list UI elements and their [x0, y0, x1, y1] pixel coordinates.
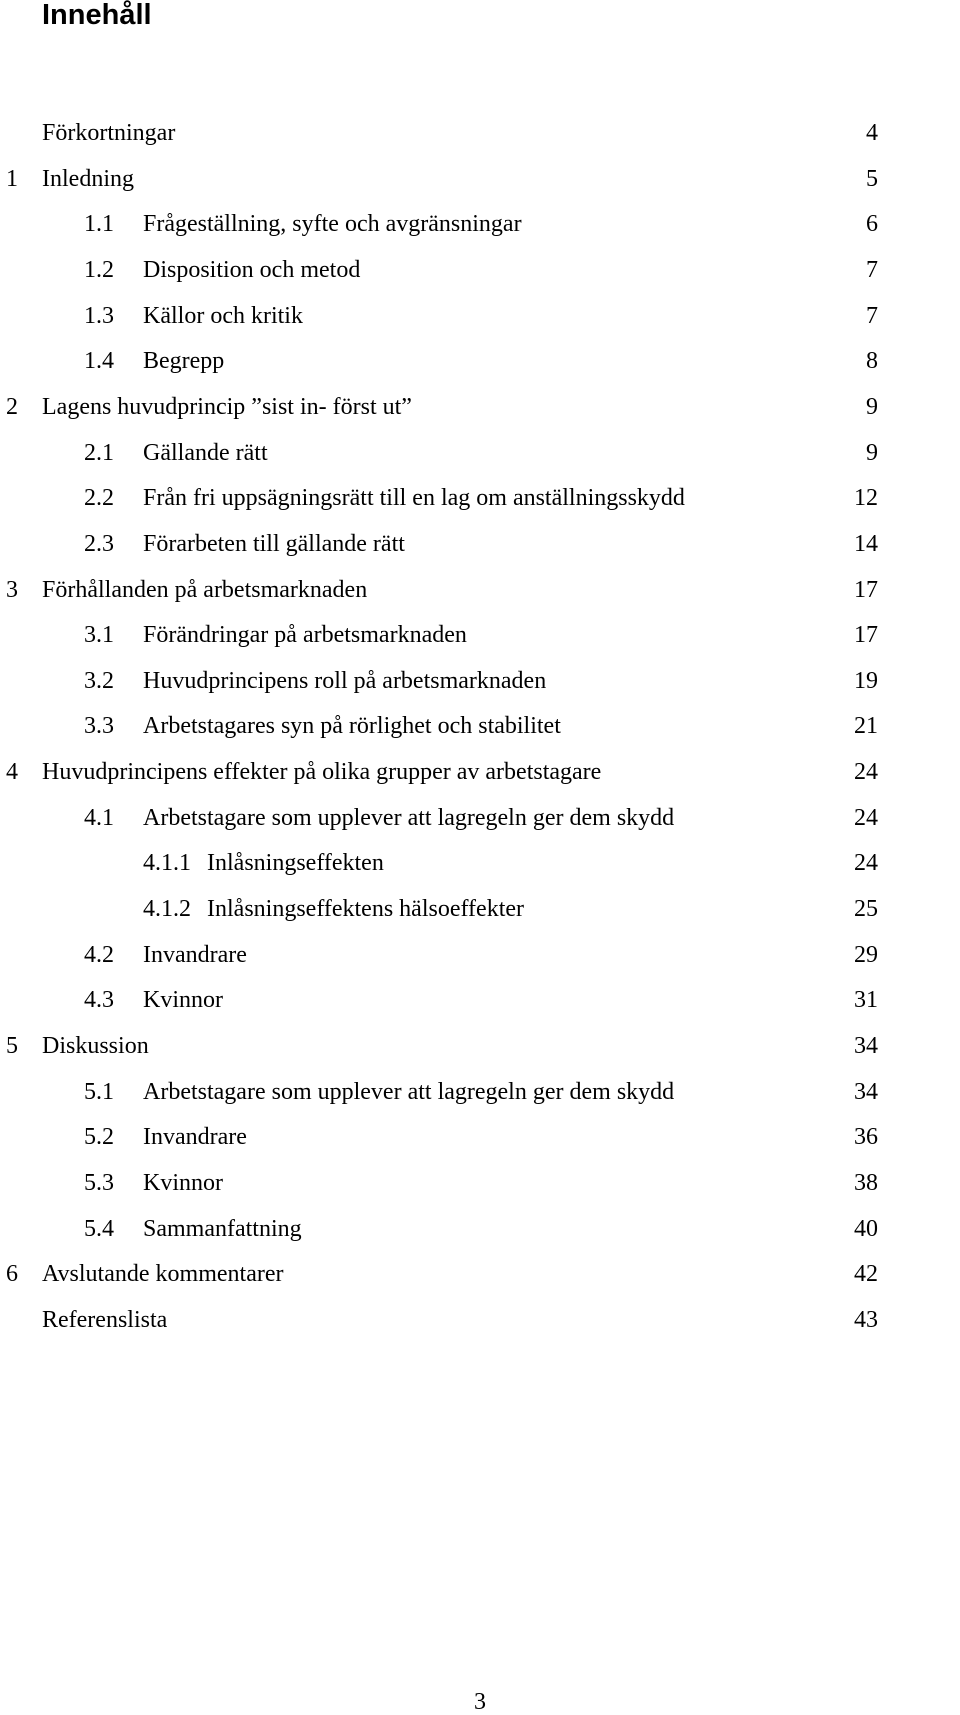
page-title: Innehåll: [42, 0, 152, 31]
toc-entry-title: Referenslista: [42, 1307, 168, 1333]
toc-entry-page: 14: [854, 531, 878, 557]
toc-entry: [0, 209, 960, 239]
toc-entry-title: Förarbeten till gällande rätt: [143, 531, 405, 557]
toc-entry-number: 1: [6, 166, 18, 192]
toc-entry: [0, 711, 960, 741]
toc-entry-page: 34: [854, 1079, 878, 1105]
toc-entry: [0, 1077, 960, 1107]
toc-entry-title: Begrepp: [143, 348, 225, 374]
toc-entry-title: Disposition och metod: [143, 257, 361, 283]
toc-entry-title: Kvinnor: [143, 1170, 223, 1196]
toc-entry-title: Avslutande kommentarer: [42, 1261, 284, 1287]
toc-entry-page: 19: [854, 668, 878, 694]
toc-entry-number: 4.2: [84, 942, 114, 968]
toc-entry-page: 31: [854, 987, 878, 1013]
toc-entry: [0, 1259, 960, 1289]
toc-entry-number: 5.1: [84, 1079, 114, 1105]
toc-entry-title: Arbetstagares syn på rörlighet och stabilitet: [143, 713, 561, 739]
toc-entry-title: Lagens huvudprincip ”sist in- först ut”: [42, 394, 412, 420]
page-number: 3: [474, 1689, 486, 1715]
toc-entry-title: Gällande rätt: [143, 440, 268, 466]
toc-entry-number: 4.1: [84, 805, 114, 831]
toc-entry-page: 24: [854, 805, 878, 831]
toc-entry-number: 1.1: [84, 211, 114, 237]
toc-entry-page: 38: [854, 1170, 878, 1196]
toc-entry-title: Diskussion: [42, 1033, 149, 1059]
toc-entry-page: 21: [854, 713, 878, 739]
toc-entry-page: 24: [854, 759, 878, 785]
toc-entry-page: 9: [866, 440, 878, 466]
toc-entry-page: 42: [854, 1261, 878, 1287]
toc-entry: [0, 666, 960, 696]
toc-entry: [0, 346, 960, 376]
toc-entry-page: 6: [866, 211, 878, 237]
toc-entry: [0, 985, 960, 1015]
toc-entry-number: 2.1: [84, 440, 114, 466]
toc-entry: [0, 940, 960, 970]
toc-entry: [0, 575, 960, 605]
toc-entry-number: 2.2: [84, 485, 114, 511]
toc-entry-number: 5.3: [84, 1170, 114, 1196]
toc-entry-page: 7: [866, 303, 878, 329]
toc-entry-number: 4.3: [84, 987, 114, 1013]
toc-entry-page: 5: [866, 166, 878, 192]
toc-entry-number: 3.1: [84, 622, 114, 648]
toc-entry: [0, 392, 960, 422]
toc-entry-page: 40: [854, 1216, 878, 1242]
toc-entry-number: 6: [6, 1261, 18, 1287]
toc-entry-title: Inlåsningseffekten: [207, 850, 384, 876]
toc-entry: [0, 620, 960, 650]
toc-entry-number: 1.3: [84, 303, 114, 329]
toc-entry-page: 34: [854, 1033, 878, 1059]
toc-entry: [0, 118, 960, 148]
toc-entry: [0, 483, 960, 513]
toc-entry-title: Källor och kritik: [143, 303, 303, 329]
toc-entry: [0, 757, 960, 787]
toc-entry-title: Kvinnor: [143, 987, 223, 1013]
toc-entry-page: 17: [854, 577, 878, 603]
toc-entry-number: 1.2: [84, 257, 114, 283]
toc-entry-number: 3: [6, 577, 18, 603]
toc-entry: [0, 1031, 960, 1061]
toc-entry-title: Arbetstagare som upplever att lagregeln ger dem skydd: [143, 1079, 675, 1105]
toc-entry-title: Förhållanden på arbetsmarknaden: [42, 577, 368, 603]
toc-entry-title: Från fri uppsägningsrätt till en lag om anställningsskydd: [143, 485, 685, 511]
toc-entry: [0, 803, 960, 833]
toc-entry-number: 4: [6, 759, 18, 785]
toc-entry-title: Invandrare: [143, 1124, 247, 1150]
toc-entry: [0, 1305, 960, 1335]
toc-entry-number: 3.2: [84, 668, 114, 694]
toc-entry-page: 8: [866, 348, 878, 374]
toc-entry: [0, 894, 960, 924]
toc-entry-page: 4: [866, 120, 878, 146]
toc-entry-title: Arbetstagare som upplever att lagregeln ger dem skydd: [143, 805, 675, 831]
toc-entry-page: 29: [854, 942, 878, 968]
toc-entry: [0, 1168, 960, 1198]
toc-entry-page: 12: [854, 485, 878, 511]
toc-entry-number: 5.4: [84, 1216, 114, 1242]
toc-entry-title: Förändringar på arbetsmarknaden: [143, 622, 467, 648]
toc-entry-title: Inlåsningseffektens hälsoeffekter: [207, 896, 525, 922]
toc-entry-number: 1.4: [84, 348, 114, 374]
toc-entry-title: Huvudprincipens effekter på olika grupper av arbetstagare: [42, 759, 602, 785]
toc-entry-number: 2.3: [84, 531, 114, 557]
toc-entry: [0, 164, 960, 194]
toc-entry: [0, 848, 960, 878]
toc-entry-number: 4.1.2: [143, 896, 191, 922]
toc-entry: [0, 1122, 960, 1152]
toc-entry-page: 36: [854, 1124, 878, 1150]
toc-entry-page: 9: [866, 394, 878, 420]
toc-entry: [0, 529, 960, 559]
toc-entry: [0, 1214, 960, 1244]
toc-entry-title: Invandrare: [143, 942, 247, 968]
toc-entry-number: 5.2: [84, 1124, 114, 1150]
toc-entry-number: 4.1.1: [143, 850, 191, 876]
toc-entry: [0, 255, 960, 285]
toc-entry-title: Sammanfattning: [143, 1216, 302, 1242]
toc-entry-title: Frågeställning, syfte och avgränsningar: [143, 211, 522, 237]
toc-entry-title: Förkortningar: [42, 120, 176, 146]
toc-entry-page: 24: [854, 850, 878, 876]
toc-entry-number: 5: [6, 1033, 18, 1059]
toc-entry: [0, 301, 960, 331]
toc-entry-page: 25: [854, 896, 878, 922]
toc-entry-number: 3.3: [84, 713, 114, 739]
toc-entry-page: 17: [854, 622, 878, 648]
toc-entry-number: 2: [6, 394, 18, 420]
toc-entry-title: Inledning: [42, 166, 134, 192]
toc-entry: [0, 438, 960, 468]
toc-entry-page: 43: [854, 1307, 878, 1333]
toc-entry-page: 7: [866, 257, 878, 283]
toc-entry-title: Huvudprincipens roll på arbetsmarknaden: [143, 668, 547, 694]
